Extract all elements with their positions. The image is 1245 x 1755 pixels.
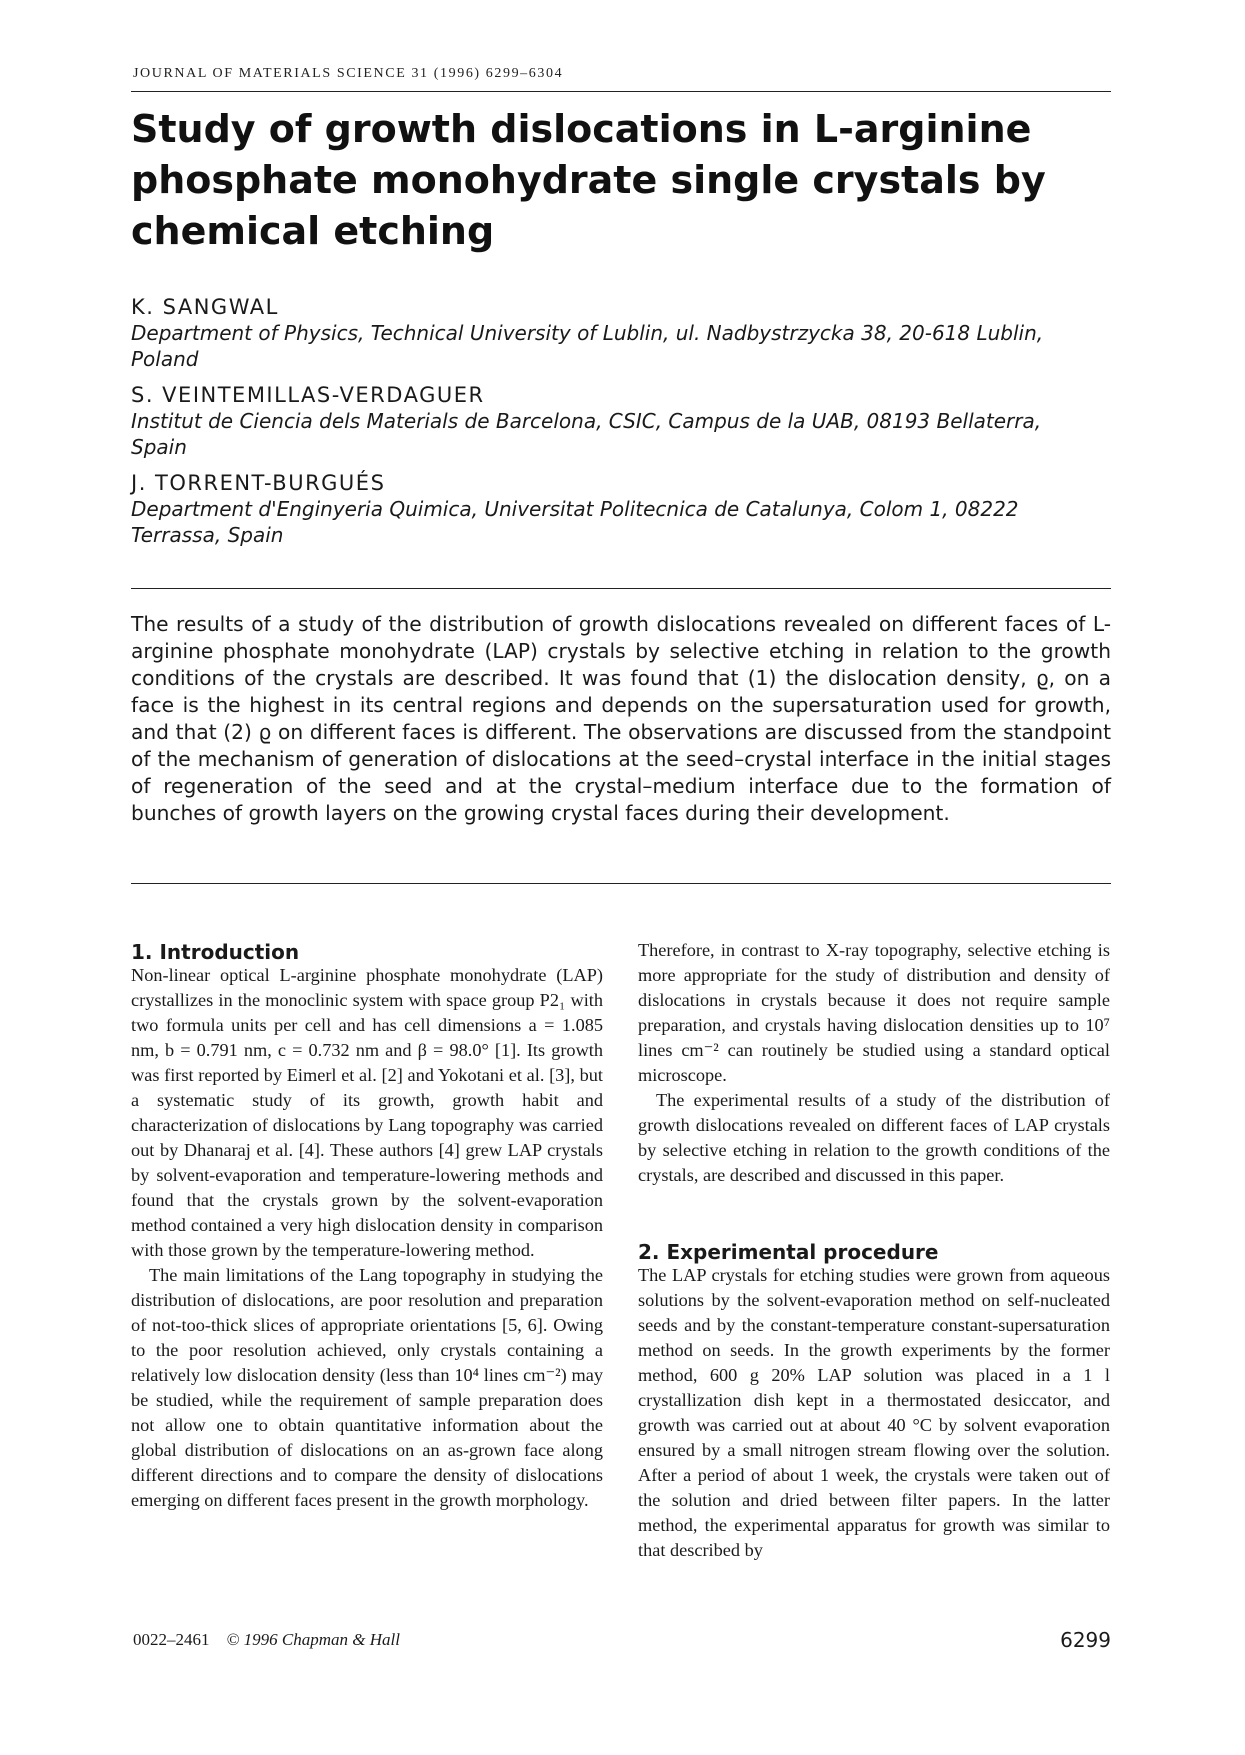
journal-header: JOURNAL OF MATERIALS SCIENCE 31 (1996) 6299–6304 [133,66,564,81]
author-name: K. SANGWAL [131,295,279,319]
author-affiliation: Institut de Ciencia dels Materials de Barcelona, CSIC, Campus de la UAB, 08193 Bellaterra, Spain [131,409,1042,459]
author-affiliation: Department d'Enginyeria Quimica, Universitat Politecnica de Catalunya, Colom 1, 08222 Terrassa, Spain [131,497,1019,547]
footer-publication-info [133,1630,400,1650]
author-block [131,382,1091,460]
author-affiliation: Department of Physics, Technical University of Lublin, ul. Nadbystrzycka 38, 20-618 Lublin, Poland [131,321,1044,371]
paragraph: Therefore, in contrast to X-ray topography, selective etching is more appropriate for the study of distribution and density of dislocations in crystals because it does not require sample preparation, and crystals having dislocation densities up to 10⁷ lines cm⁻² can routinely be studied using a standard optical microscope. [638,940,1110,1085]
section-heading-experimental: 2. Experimental procedure [638,1240,939,1264]
author-block [131,294,1091,372]
abstract-top-rule [131,588,1111,589]
page-number: 6299 [1060,1628,1111,1652]
abstract: The results of a study of the distribution of growth dislocations revealed on different faces of L-arginine phosphate monohydrate (LAP) crystals by selective etching in relation to the growth conditions of the crystals are described. It was found that (1) the dislocation density, ϱ, on a face is the highest in its central regions and depends on the supersaturation used for growth, and that (2) ϱ on different faces is different. The observations are discussed from the standpoint of the mechanism of generation of dislocations at the seed–crystal interface in the initial stages of regeneration of the seed and at the crystal–medium interface due to the formation of bunches of growth layers on the growing crystal faces during their development. [131,612,1111,825]
left-column [131,938,603,1513]
paragraph: Non-linear optical L-arginine phosphate monohydrate (LAP) crystallizes in the monoclinic system with space group P2₁ with two formula units per cell and has cell dimensions a = 1.085 nm, b = 0.791 nm, c = 0.732 nm and β = 98.0° [1]. Its growth was first reported by Eimerl et al. [2] and Yokotani et al. [3], but a systematic study of its growth, growth habit and characterization of dislocations by Lang topography was carried out by Dhanaraj et al. [4]. These authors [4] grew LAP crystals by solvent-evaporation and temperature-lowering methods and found that the crystals grown by the solvent-evaporation method contained a very high dislocation density in comparison with those grown by the temperature-lowering method. [131,965,603,1260]
section-heading-introduction: 1. Introduction [131,940,300,964]
issn: 0022–2461 [133,1630,210,1649]
author-name: J. TORRENT-BURGUÉS [131,471,386,495]
author-name: S. VEINTEMILLAS-VERDAGUER [131,383,485,407]
paragraph: The LAP crystals for etching studies were grown from aqueous solutions by the solvent-evaporation method on self-nucleated seeds and by the constant-temperature constant-supersaturation method on seeds. In the growth experiments by the former method, 600 g 20% LAP solution was placed in a 1 l crystallization dish kept in a thermostated desiccator, and growth was carried out at about 40 °C by solvent evaporation ensured by a small nitrogen stream flowing over the solution. After a period of about 1 week, the crystals were taken out of the solution and dried between filter papers. In the latter method, the experimental apparatus for growth was similar to that described by [638,1265,1110,1560]
paragraph: The main limitations of the Lang topography in studying the distribution of dislocations, are poor resolution and preparation of not-too-thick slices of appropriate orientations [5, 6]. Owing to the poor resolution achieved, only crystals containing a relatively low dislocation density (less than 10⁴ lines cm⁻²) may be studied, while the requirement of sample preparation does not allow one to obtain quantitative information about the global distribution of dislocations on an as-grown face along different directions and to compare the density of dislocations emerging on different faces present in the growth morphology. [131,1265,603,1510]
abstract-bottom-rule [131,883,1111,884]
paragraph: The experimental results of a study of the distribution of growth dislocations revealed on different faces of LAP crystals by selective etching in relation to the growth conditions of the crystals, are described and discussed in this paper. [638,1090,1110,1185]
copyright-notice: © 1996 Chapman & Hall [226,1630,400,1649]
author-block [131,470,1091,548]
article-title: Study of growth dislocations in L-arginine phosphate monohydrate single crystals by chemical etching [131,107,1046,253]
author-list [131,294,1091,558]
header-rule [131,91,1111,92]
right-column [638,938,1110,1563]
